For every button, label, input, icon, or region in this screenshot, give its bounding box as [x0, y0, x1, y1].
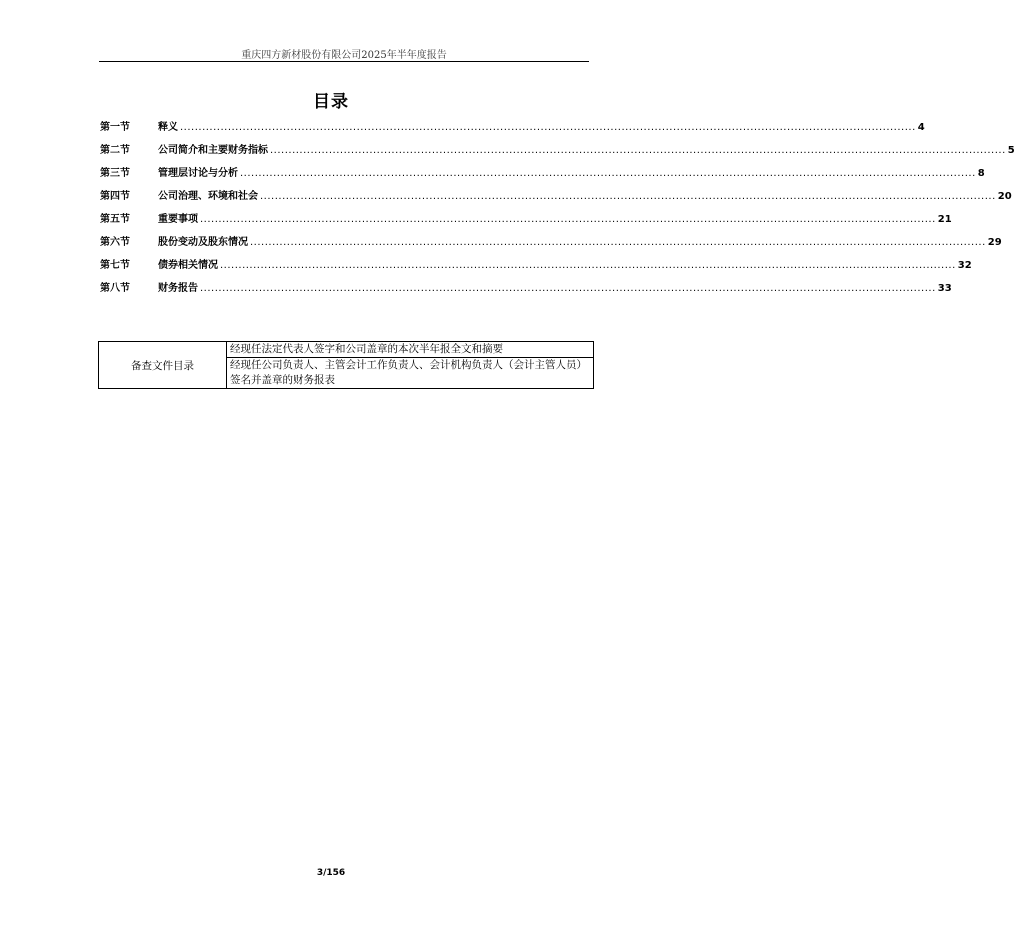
- toc-leader-dots: ........................................................................................................................................................................................................: [240, 168, 976, 179]
- toc-leader-dots: ........................................................................................................................................................................................................: [250, 237, 986, 248]
- toc-entry[interactable]: [100, 233, 1002, 256]
- toc-page-number: 20: [997, 191, 1012, 202]
- toc-page-number: 5: [1007, 145, 1015, 156]
- toc-section-number: 第五节: [100, 214, 130, 225]
- toc-leader-dots: ........................................................................................................................................................................................................: [270, 145, 1006, 156]
- toc-entry[interactable]: [100, 256, 972, 279]
- page-header: 重庆四方新材股份有限公司2025年半年度报告: [241, 50, 447, 61]
- toc-entry[interactable]: [100, 187, 1012, 210]
- toc-section-number: 第二节: [100, 145, 130, 156]
- toc-page-number: 32: [957, 260, 972, 271]
- toc-section-title: 管理层讨论与分析: [158, 168, 238, 179]
- toc-entry[interactable]: [100, 279, 952, 302]
- toc-section-number: 第三节: [100, 168, 130, 179]
- toc-section-number: 第六节: [100, 237, 130, 248]
- toc-leader-dots: ........................................................................................................................................................................................................: [200, 283, 936, 294]
- toc-entry[interactable]: [100, 164, 985, 187]
- table-of-contents: [100, 118, 1015, 302]
- reference-documents-label: 备查文件目录: [99, 342, 227, 389]
- toc-section-title: 债券相关情况: [158, 260, 218, 271]
- toc-section-title: 重要事项: [158, 214, 198, 225]
- toc-leader-dots: ........................................................................................................................................................................................................: [260, 191, 996, 202]
- toc-entry[interactable]: [100, 141, 1015, 164]
- table-row: [99, 342, 594, 358]
- toc-section-number: 第七节: [100, 260, 130, 271]
- toc-entry[interactable]: [100, 118, 925, 141]
- toc-leader-dots: ........................................................................................................................................................................................................: [180, 122, 916, 133]
- toc-section-title: 财务报告: [158, 283, 198, 294]
- toc-entry[interactable]: [100, 210, 952, 233]
- toc-page-number: 4: [917, 122, 925, 133]
- toc-title: 目录: [313, 92, 349, 112]
- toc-section-title: 释义: [158, 122, 178, 133]
- header-rule: [99, 61, 589, 62]
- toc-page-number: 33: [937, 283, 952, 294]
- toc-leader-dots: ........................................................................................................................................................................................................: [200, 214, 936, 225]
- toc-section-title: 公司治理、环境和社会: [158, 191, 258, 202]
- toc-page-number: 8: [977, 168, 985, 179]
- toc-section-number: 第一节: [100, 122, 130, 133]
- toc-page-number: 29: [987, 237, 1002, 248]
- toc-section-title: 公司简介和主要财务指标: [158, 145, 268, 156]
- toc-section-number: 第八节: [100, 283, 130, 294]
- page-number: 3/156: [316, 868, 346, 878]
- toc-section-title: 股份变动及股东情况: [158, 237, 248, 248]
- reference-document-item: 经现任公司负责人、主管会计工作负责人、会计机构负责人（会计主管人员）签名并盖章的财务报表: [227, 358, 594, 389]
- toc-section-number: 第四节: [100, 191, 130, 202]
- toc-leader-dots: ........................................................................................................................................................................................................: [220, 260, 956, 271]
- toc-page-number: 21: [937, 214, 952, 225]
- reference-documents-table: [98, 341, 594, 389]
- reference-document-item: 经现任法定代表人签字和公司盖章的本次半年报全文和摘要: [227, 342, 594, 358]
